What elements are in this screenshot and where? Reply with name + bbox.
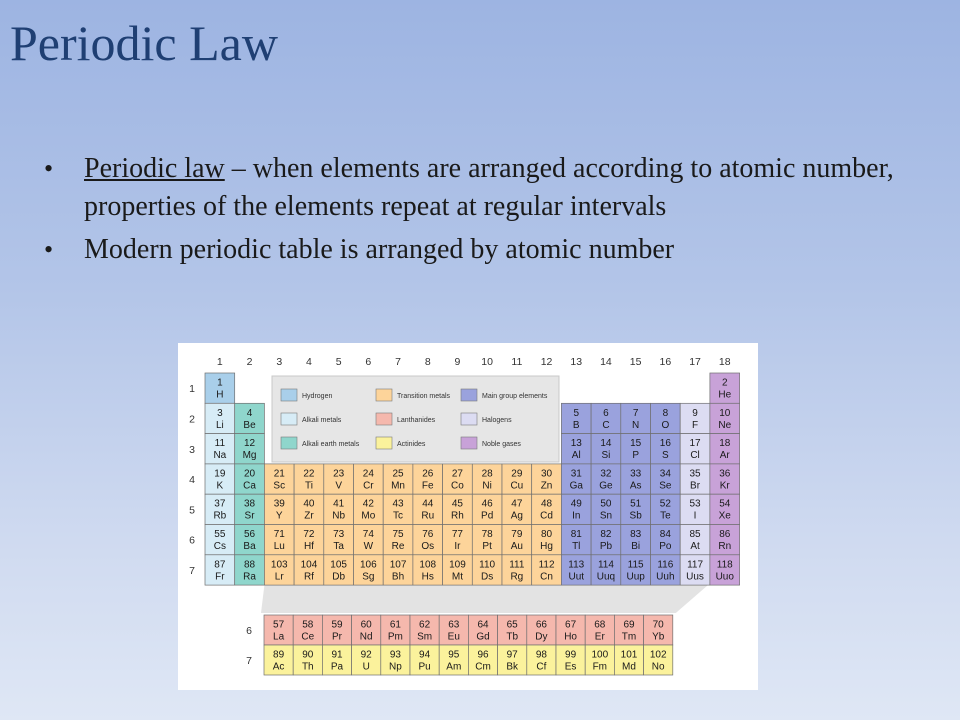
- bullet-dot-icon: •: [44, 154, 54, 183]
- fblock-connector: [261, 585, 708, 613]
- element-number: 22: [303, 468, 315, 480]
- lanthanide-number: 64: [477, 619, 489, 631]
- lanthanide-number: 59: [331, 619, 343, 631]
- element-number: 2: [721, 377, 728, 389]
- element-number: 56: [243, 529, 256, 540]
- group-number-label: 6: [365, 356, 372, 368]
- element-number: 118: [716, 559, 733, 571]
- element-number: 111: [509, 559, 525, 571]
- element-number: 20: [243, 468, 256, 480]
- element-number: 42: [362, 498, 374, 510]
- element-symbol: Zn: [540, 480, 553, 492]
- periodic-table-image: [178, 343, 758, 690]
- element-symbol: Pd: [481, 510, 494, 522]
- element-number: 48: [540, 498, 553, 510]
- element-number: 83: [630, 529, 642, 540]
- lanthanide-symbol: Ce: [301, 631, 315, 643]
- element-number: 6: [603, 407, 609, 419]
- element-number: 13: [570, 438, 582, 450]
- element-symbol: I: [693, 510, 697, 522]
- element-number: 77: [451, 529, 464, 540]
- element-symbol: N: [632, 419, 640, 431]
- bullet-list: [44, 150, 924, 275]
- element-symbol: Hs: [421, 571, 434, 583]
- element-symbol: Au: [510, 541, 523, 552]
- actinide-symbol: Ac: [272, 661, 285, 673]
- actinide-symbol: Cm: [475, 661, 491, 673]
- legend-swatch: [376, 413, 392, 425]
- actinide-symbol: No: [651, 661, 665, 673]
- lanthanide-symbol: Pr: [332, 631, 342, 643]
- element-symbol: Lr: [274, 571, 284, 583]
- lanthanide-number: 63: [448, 619, 460, 631]
- element-symbol: Po: [659, 541, 672, 552]
- element-symbol: Mt: [451, 571, 464, 583]
- legend-swatch: [281, 389, 297, 401]
- element-symbol: C: [602, 419, 610, 431]
- actinide-number: 98: [535, 649, 547, 661]
- legend-swatch: [461, 389, 477, 401]
- bullet-item: [44, 150, 924, 225]
- element-symbol: Ta: [333, 541, 344, 552]
- bullet-text: Modern periodic table is arranged by atomic number: [84, 234, 675, 265]
- slide-title: Periodic Law: [10, 15, 278, 71]
- actinide-symbol: Cf: [536, 661, 547, 673]
- element-number: 113: [568, 559, 585, 571]
- group-number-label: 5: [335, 356, 342, 368]
- element-symbol: Ba: [243, 541, 256, 552]
- element-number: 24: [362, 468, 374, 480]
- lanthanide-number: 60: [360, 619, 372, 631]
- group-number-label: 11: [511, 356, 523, 368]
- element-number: 25: [392, 468, 404, 480]
- lanthanide-symbol: Tb: [506, 631, 519, 643]
- element-number: 38: [243, 498, 256, 510]
- fblock-period-label: 7: [246, 655, 252, 667]
- element-symbol: Uut: [568, 571, 585, 583]
- element-symbol: Rn: [718, 541, 732, 552]
- group-number-label: 10: [481, 356, 493, 368]
- element-number: 36: [719, 468, 731, 480]
- element-symbol: Ra: [243, 571, 256, 583]
- lanthanide-symbol: Nd: [359, 631, 373, 643]
- element-symbol: Lu: [273, 541, 285, 552]
- group-number-label: 14: [600, 356, 612, 368]
- element-symbol: Pt: [482, 541, 492, 552]
- element-number: 21: [273, 468, 285, 480]
- element-number: 50: [600, 498, 612, 510]
- fblock-period-label: 6: [246, 625, 252, 637]
- element-number: 29: [511, 468, 523, 480]
- element-number: 106: [360, 559, 377, 571]
- element-number: 54: [719, 498, 731, 510]
- element-number: 84: [659, 529, 671, 540]
- element-number: 9: [692, 407, 698, 419]
- group-number-label: 4: [306, 356, 312, 368]
- element-number: 30: [540, 468, 553, 480]
- element-symbol: At: [690, 541, 700, 552]
- element-symbol: Ca: [243, 480, 256, 492]
- element-symbol: W: [363, 541, 374, 552]
- element-symbol: In: [572, 510, 581, 522]
- group-number-label: 13: [570, 356, 583, 368]
- legend-swatch: [281, 437, 297, 449]
- element-symbol: Sg: [362, 571, 375, 583]
- legend-label: Noble gases: [482, 441, 521, 448]
- element-symbol: Bi: [631, 541, 641, 552]
- element-number: 23: [333, 468, 345, 480]
- actinide-symbol: Pa: [330, 661, 344, 673]
- element-symbol: Al: [571, 450, 581, 462]
- actinide-symbol: Bk: [506, 661, 519, 673]
- element-number: 87: [214, 559, 226, 571]
- element-symbol: Li: [215, 419, 224, 431]
- lanthanide-symbol: Yb: [652, 631, 665, 643]
- element-symbol: Re: [391, 541, 405, 552]
- legend-swatch: [281, 413, 297, 425]
- group-number-label: 7: [395, 356, 401, 368]
- element-number: 78: [481, 529, 493, 540]
- element-number: 116: [657, 559, 674, 571]
- element-number: 3: [217, 407, 223, 419]
- lanthanide-number: 67: [565, 619, 577, 631]
- element-number: 7: [632, 407, 639, 419]
- element-number: 53: [689, 498, 701, 510]
- element-number: 79: [511, 529, 523, 540]
- element-number: 47: [511, 498, 523, 510]
- element-symbol: Tc: [393, 510, 404, 522]
- element-symbol: Uuo: [715, 571, 734, 583]
- element-number: 104: [300, 559, 318, 571]
- element-number: 51: [630, 498, 642, 510]
- actinide-symbol: U: [362, 661, 370, 673]
- element-symbol: Se: [659, 480, 672, 492]
- element-symbol: Ar: [719, 450, 730, 462]
- element-number: 10: [719, 407, 731, 419]
- element-number: 76: [422, 529, 434, 540]
- period-number-label: 1: [189, 383, 195, 396]
- actinide-symbol: Am: [446, 661, 462, 673]
- actinide-symbol: Md: [622, 661, 636, 673]
- element-number: 11: [214, 438, 226, 450]
- element-symbol: Ni: [482, 480, 492, 492]
- lanthanide-symbol: Pm: [387, 631, 403, 643]
- lanthanide-number: 65: [506, 619, 518, 631]
- actinide-number: 91: [331, 649, 343, 661]
- element-symbol: Ag: [510, 510, 523, 522]
- group-number-label: 12: [540, 356, 553, 368]
- period-number-label: 4: [189, 474, 195, 487]
- lanthanide-symbol: Tm: [621, 631, 637, 643]
- element-number: 32: [600, 468, 612, 480]
- element-symbol: Ga: [569, 480, 583, 492]
- element-symbol: Co: [451, 480, 464, 492]
- element-symbol: Tl: [572, 541, 581, 552]
- period-number-label: 3: [189, 443, 195, 456]
- element-symbol: P: [632, 450, 639, 462]
- element-number: 28: [481, 468, 493, 480]
- element-number: 115: [627, 559, 644, 571]
- element-symbol: Xe: [718, 510, 731, 522]
- element-symbol: Mn: [391, 480, 406, 492]
- actinide-number: 89: [273, 649, 285, 661]
- legend-label: Alkali metals: [302, 417, 342, 424]
- element-symbol: Sr: [244, 510, 255, 522]
- element-symbol: Ge: [599, 480, 613, 492]
- actinide-symbol: Es: [564, 661, 577, 673]
- lanthanide-symbol: La: [273, 631, 285, 643]
- element-symbol: Cl: [690, 450, 700, 462]
- lanthanide-number: 70: [652, 619, 664, 631]
- period-number-label: 2: [189, 413, 195, 426]
- element-symbol: O: [661, 419, 670, 431]
- element-number: 8: [662, 407, 669, 419]
- actinide-symbol: Fm: [592, 661, 608, 673]
- group-number-label: 17: [689, 356, 701, 368]
- lanthanide-symbol: Sm: [417, 631, 433, 643]
- element-number: 55: [214, 529, 226, 540]
- lanthanide-number: 68: [594, 619, 606, 631]
- actinide-number: 100: [591, 649, 609, 661]
- element-symbol: Kr: [719, 480, 730, 492]
- legend-label: Actinides: [397, 441, 426, 448]
- bullet-dot-icon: •: [44, 235, 54, 264]
- element-number: 46: [481, 498, 493, 510]
- element-number: 44: [422, 498, 434, 510]
- lanthanide-number: 62: [419, 619, 431, 631]
- lanthanide-number: 66: [535, 619, 547, 631]
- period-number-label: 6: [189, 534, 195, 547]
- element-symbol: Uup: [626, 571, 645, 583]
- element-symbol: Bh: [391, 571, 405, 583]
- element-symbol: Ds: [481, 571, 494, 583]
- element-number: 75: [392, 529, 404, 540]
- group-number-label: 15: [629, 356, 642, 368]
- group-number-label: 18: [718, 356, 731, 368]
- element-symbol: Os: [421, 541, 435, 552]
- element-symbol: S: [662, 450, 669, 462]
- actinide-number: 90: [302, 649, 314, 661]
- element-number: 43: [392, 498, 404, 510]
- element-symbol: Hf: [303, 541, 314, 552]
- element-number: 114: [597, 559, 614, 571]
- element-symbol: He: [718, 389, 732, 401]
- element-number: 103: [270, 559, 288, 571]
- group-number-label: 2: [246, 356, 253, 368]
- actinide-number: 96: [477, 649, 489, 661]
- actinide-number: 93: [389, 649, 401, 661]
- element-number: 52: [659, 498, 671, 510]
- group-number-label: 3: [276, 356, 283, 368]
- element-number: 109: [449, 559, 466, 571]
- bullet-term: Periodic law: [84, 153, 225, 184]
- actinide-number: 101: [620, 649, 638, 661]
- element-number: 45: [451, 498, 464, 510]
- element-symbol: Cu: [510, 480, 524, 492]
- group-number-label: 16: [659, 356, 672, 368]
- element-number: 33: [630, 468, 642, 480]
- element-symbol: B: [572, 419, 580, 431]
- actinide-symbol: Th: [301, 661, 314, 673]
- element-number: 71: [273, 529, 285, 540]
- element-symbol: K: [216, 480, 224, 492]
- element-number: 81: [570, 529, 582, 540]
- element-number: 74: [362, 529, 374, 540]
- legend-swatch: [461, 437, 477, 449]
- element-number: 80: [540, 529, 553, 540]
- element-symbol: Mo: [361, 510, 376, 522]
- element-symbol: Sb: [629, 510, 642, 522]
- actinide-number: 94: [419, 649, 431, 661]
- element-symbol: Cn: [540, 571, 553, 583]
- element-symbol: Cd: [540, 510, 553, 522]
- element-number: 12: [243, 438, 256, 450]
- periodic-table: [178, 343, 758, 690]
- element-number: 73: [333, 529, 345, 540]
- element-number: 1: [217, 377, 223, 389]
- legend-swatch: [376, 389, 392, 401]
- element-number: 82: [600, 529, 612, 540]
- element-number: 112: [538, 559, 555, 571]
- element-symbol: Na: [213, 450, 227, 462]
- element-number: 31: [570, 468, 582, 480]
- legend-label: Alkali earth metals: [302, 441, 360, 448]
- element-number: 18: [719, 438, 731, 450]
- element-symbol: Hg: [540, 541, 553, 552]
- element-number: 26: [422, 468, 434, 480]
- element-symbol: Ir: [454, 541, 461, 552]
- lanthanide-number: 69: [623, 619, 635, 631]
- group-number-label: 8: [424, 356, 431, 368]
- period-number-label: 5: [189, 504, 195, 517]
- element-symbol: Be: [243, 419, 256, 431]
- element-number: 4: [246, 407, 253, 419]
- legend-label: Halogens: [482, 417, 512, 424]
- group-number-label: 1: [216, 356, 223, 368]
- element-symbol: F: [691, 419, 699, 431]
- element-symbol: Db: [332, 571, 346, 583]
- element-symbol: Si: [601, 450, 611, 462]
- element-number: 27: [451, 468, 464, 480]
- element-number: 14: [600, 438, 612, 450]
- element-symbol: Rb: [213, 510, 227, 522]
- actinide-symbol: Np: [389, 661, 402, 673]
- element-symbol: Zr: [304, 510, 314, 522]
- element-number: 117: [687, 559, 704, 571]
- element-number: 40: [303, 498, 315, 510]
- element-symbol: H: [216, 389, 224, 401]
- lanthanide-number: 58: [302, 619, 314, 631]
- element-symbol: V: [335, 480, 342, 492]
- element-number: 49: [570, 498, 582, 510]
- element-symbol: Rg: [510, 571, 524, 583]
- group-number-label: 9: [454, 356, 461, 368]
- element-number: 16: [659, 438, 671, 450]
- legend-label: Lanthanides: [397, 417, 436, 424]
- actinide-number: 102: [649, 649, 667, 661]
- actinide-number: 99: [565, 649, 577, 661]
- element-number: 107: [389, 559, 407, 571]
- actinide-number: 95: [448, 649, 460, 661]
- element-symbol: Uus: [686, 571, 704, 583]
- element-symbol: Ti: [304, 480, 313, 492]
- element-symbol: Mg: [242, 450, 257, 462]
- lanthanide-symbol: Er: [594, 631, 605, 643]
- element-number: 88: [243, 559, 256, 571]
- element-symbol: Ru: [421, 510, 435, 522]
- element-number: 17: [689, 438, 701, 450]
- element-symbol: Fe: [421, 480, 434, 492]
- element-number: 86: [719, 529, 731, 540]
- element-symbol: As: [629, 480, 642, 492]
- element-symbol: Uuq: [596, 571, 616, 583]
- lanthanide-number: 61: [389, 619, 401, 631]
- lanthanide-symbol: Ho: [564, 631, 577, 643]
- actinide-symbol: Pu: [418, 661, 431, 673]
- element-symbol: Nb: [332, 510, 346, 522]
- element-number: 85: [689, 529, 701, 540]
- element-symbol: Rh: [451, 510, 464, 522]
- lanthanide-symbol: Dy: [535, 631, 548, 643]
- element-number: 34: [659, 468, 671, 480]
- element-symbol: Sn: [599, 510, 613, 522]
- legend-swatch: [461, 413, 477, 425]
- lanthanide-number: 57: [273, 619, 285, 631]
- lanthanide-symbol: Gd: [476, 631, 490, 643]
- element-symbol: Sc: [273, 480, 286, 492]
- element-symbol: Te: [660, 510, 671, 522]
- element-symbol: Cr: [363, 480, 374, 492]
- element-number: 72: [303, 529, 315, 540]
- element-symbol: Fr: [215, 571, 225, 583]
- element-number: 108: [419, 559, 437, 571]
- element-symbol: Ne: [718, 419, 732, 431]
- legend-label: Transition metals: [397, 393, 451, 400]
- element-symbol: Y: [275, 510, 283, 522]
- element-symbol: Br: [690, 480, 701, 492]
- actinide-number: 97: [506, 649, 518, 661]
- element-number: 41: [333, 498, 345, 510]
- element-symbol: Pb: [599, 541, 613, 552]
- element-number: 110: [479, 559, 496, 571]
- legend-label: Hydrogen: [302, 393, 333, 400]
- bullet-text: – when elements are arranged according to atomic number, properties of the elements repeat at regular intervals: [84, 153, 894, 222]
- element-number: 39: [273, 498, 285, 510]
- legend-label: Main group elements: [482, 393, 548, 400]
- element-number: 105: [330, 559, 347, 571]
- element-number: 5: [573, 407, 580, 419]
- element-symbol: Cs: [213, 541, 226, 552]
- legend-swatch: [376, 437, 392, 449]
- element-number: 19: [214, 468, 226, 480]
- lanthanide-symbol: Eu: [447, 631, 460, 643]
- element-number: 35: [689, 468, 701, 480]
- element-number: 37: [214, 498, 226, 510]
- period-number-label: 7: [189, 564, 195, 577]
- element-symbol: Uuh: [656, 571, 675, 583]
- element-number: 15: [630, 438, 642, 450]
- bullet-item: [44, 231, 924, 269]
- actinide-number: 92: [360, 649, 372, 661]
- element-symbol: Rf: [303, 571, 314, 583]
